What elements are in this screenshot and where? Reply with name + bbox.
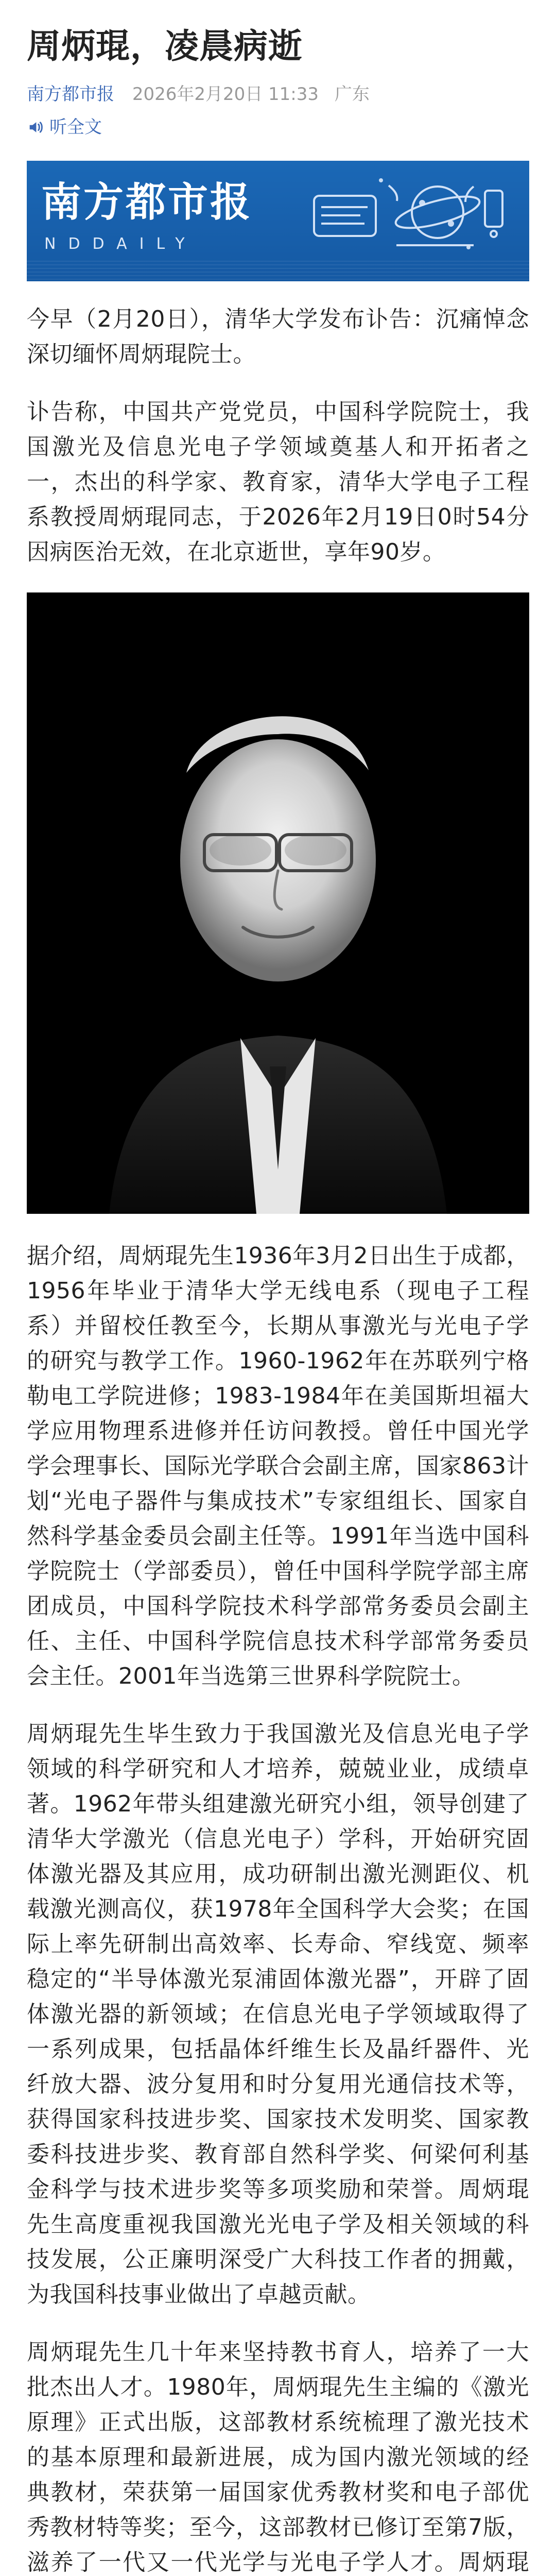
paragraph-2: 讣告称，中国共产党党员，中国科学院院士，我国激光及信息光电子学领域奠基人和开拓者之一，杰出的科学家、教育家，清华大学电子工程系教授周炳琨同志，于2026年2月19日0时54分因病医治无效，在北京逝世，享年90岁。 <box>27 399 529 565</box>
brand-banner <box>27 161 529 281</box>
publish-location: 广东 <box>334 84 370 105</box>
paragraph-3: 据介绍，周炳琨先生1936年3月2日出生于成都，1956年毕业于清华大学无线电系（现电子工程系）并留校任教至今，长期从事激光与光电子学的研究与教学工作。1960-1962年在苏联列宁格勒电工学院进修；1983-1984年在美国斯坦福大学应用物理系进修并任访问教授。曾任中国光学学会理事长、国际光学联合会副主席，国家863计划“光电子器件与集成技术”专家组组长、国家自然科学基金委员会副主任等。1991年当选中国科学院院士（学部委员），曾任中国科学院学部主席团成员，中国科学院技术科学部常务委员会副主任、主任、中国科学院信息技术科学部常务委员会主任。2001年当选第三世界科学院院士。 <box>27 1243 529 1689</box>
banner-illustration-icon <box>304 170 520 268</box>
paragraph-5: 周炳琨先生几十年来坚持教书育人，培养了一大批杰出人才。1980年，周炳琨先生主编的《激光原理》正式出版，这部教材系统梳理了激光技术的基本原理和最新进展，成为国内激光领域的经典教材，荣获第一届国家优秀教材奖和电子部优秀教材特等奖；至今，这部教材已修订至第7版，滋养了一代又一代光学与光电子学人才。周炳琨 <box>27 2339 529 2575</box>
article-meta <box>27 82 529 106</box>
portrait-icon <box>27 592 529 1214</box>
article-body <box>0 281 556 2576</box>
banner-brand: 南方都市报 <box>41 179 253 226</box>
listen-button[interactable] <box>27 115 529 139</box>
publish-time: 2026年2月20日 11:33 <box>132 84 319 105</box>
banner-stripes <box>27 261 529 281</box>
banner-subtitle: NDDAILY <box>44 235 197 253</box>
listen-label: 听全文 <box>49 117 102 138</box>
speaker-icon <box>27 118 44 136</box>
source-link[interactable]: 南方都市报 <box>27 84 114 105</box>
paragraph-1: 今早（2月20日），清华大学发布讣告：沉痛悼念深切缅怀周炳琨院士。 <box>27 306 529 367</box>
article-header <box>0 0 556 139</box>
paragraph-4: 周炳琨先生毕生致力于我国激光及信息光电子学领域的科学研究和人才培养，兢兢业业，成绩卓著。1962年带头组建激光研究小组，领导创建了清华大学激光（信息光电子）学科，开始研究固体激光器及其应用，成功研制出激光测距仪、机载激光测高仪，获1978年全国科学大会奖；在国际上率先研制出高效率、长寿命、窄线宽、频率稳定的“半导体激光泵浦固体激光器”，开辟了固体激光器的新领域；在信息光电子学领域取得了一系列成果，包括晶体纤维生长及晶纤器件、光纤放大器、波分复用和时分复用光通信技术等，获得国家科技进步奖、国家技术发明奖、国家教委科技进步奖、教育部自然科学奖、何梁何利基金科学与技术进步奖等多项奖励和荣誉。周炳琨先生高度重视我国激光光电子学及相关领域的科技发展，公正廉明深受广大科技工作者的拥戴，为我国科技事业做出了卓越贡献。 <box>27 1721 529 2308</box>
article-title: 周炳琨，凌晨病逝 <box>27 26 303 66</box>
portrait-photo <box>27 592 529 1214</box>
